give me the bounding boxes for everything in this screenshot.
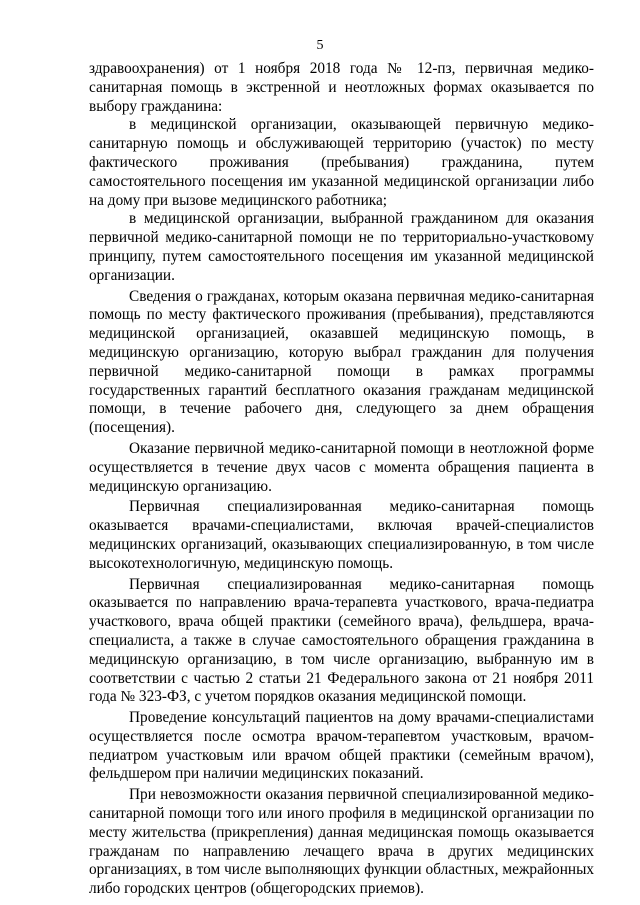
page-number: 5 <box>316 38 324 53</box>
paragraph: Сведения о гражданах, которым оказана первичная медико-санитарная помощь по месту фактического проживания (пребывания), представляются медицинской организацией, оказавшей медицинскую помощь, в медицинскую организацию, которую выбрал гражданин для получения первичной медико-санитарной помощи в рамках программы государственных гарантий бесплатного оказания гражданам медицинской помощи, в течение рабочего дня, следующего за днем обращения (посещения). <box>89 287 594 437</box>
document-body <box>89 60 594 899</box>
paragraph: в медицинской организации, оказывающей первичную медико-санитарную помощь и обслуживающей территорию (участок) по месту фактического проживания (пребывания) гражданина, путем самостоятельного посещения им указанной медицинской организации либо на дому при вызове медицинского работника; <box>89 116 594 209</box>
paragraph: Первичная специализированная медико-санитарная помощь оказывается по направлению врача-терапевта участкового, врача-педиатра участкового, врача общей практики (семейного врача), фельдшера, врача-специалиста, а также в случае самостоятельного обращения гражданина в медицинскую организацию, в том числе организацию, выбранную им в соответствии с частью 2 статьи 21 Федерального закона от 21 ноября 2011 года № 323-ФЗ, с учетом порядков оказания медицинской помощи. <box>89 575 594 706</box>
paragraph: Проведение консультаций пациентов на дому врачами-специалистами осуществляется после осмотра врачом-терапевтом участковым, врачом-педиатром участковым или врачом общей практики (семейным врачом), фельдшером при наличии медицинских показаний. <box>89 709 594 783</box>
paragraph: Первичная специализированная медико-санитарная помощь оказывается врачами-специалистами, включая врачей-специалистов медицинских организаций, оказывающих специализированную, в том числе высокотехнологичную, медицинскую помощь. <box>89 498 594 572</box>
paragraph: здравоохранения) от 1 ноября 2018 года № 12-пз, первичная медико-санитарная помощь в экстренной и неотложных формах оказывается по выбору гражданина: <box>89 60 594 115</box>
paragraph: При невозможности оказания первичной специализированной медико-санитарной помощи того или иного профиля в медицинской организации по месту жительства (прикрепления) данная медицинская помощь оказывается гражданам по направлению лечащего врача в других медицинских организациях, в том числе выполняющих функции областных, межрайонных либо городских центров (общегородских приемов). <box>89 786 594 898</box>
paragraph: Оказание первичной медико-санитарной помощи в неотложной форме осуществляется в течение двух часов с момента обращения пациента в медицинскую организацию. <box>89 439 594 495</box>
paragraph: в медицинской организации, выбранной гражданином для оказания первичной медико-санитарной помощи не по территориально-участковому принципу, путем самостоятельного посещения им указанной медицинской организации. <box>89 210 594 284</box>
